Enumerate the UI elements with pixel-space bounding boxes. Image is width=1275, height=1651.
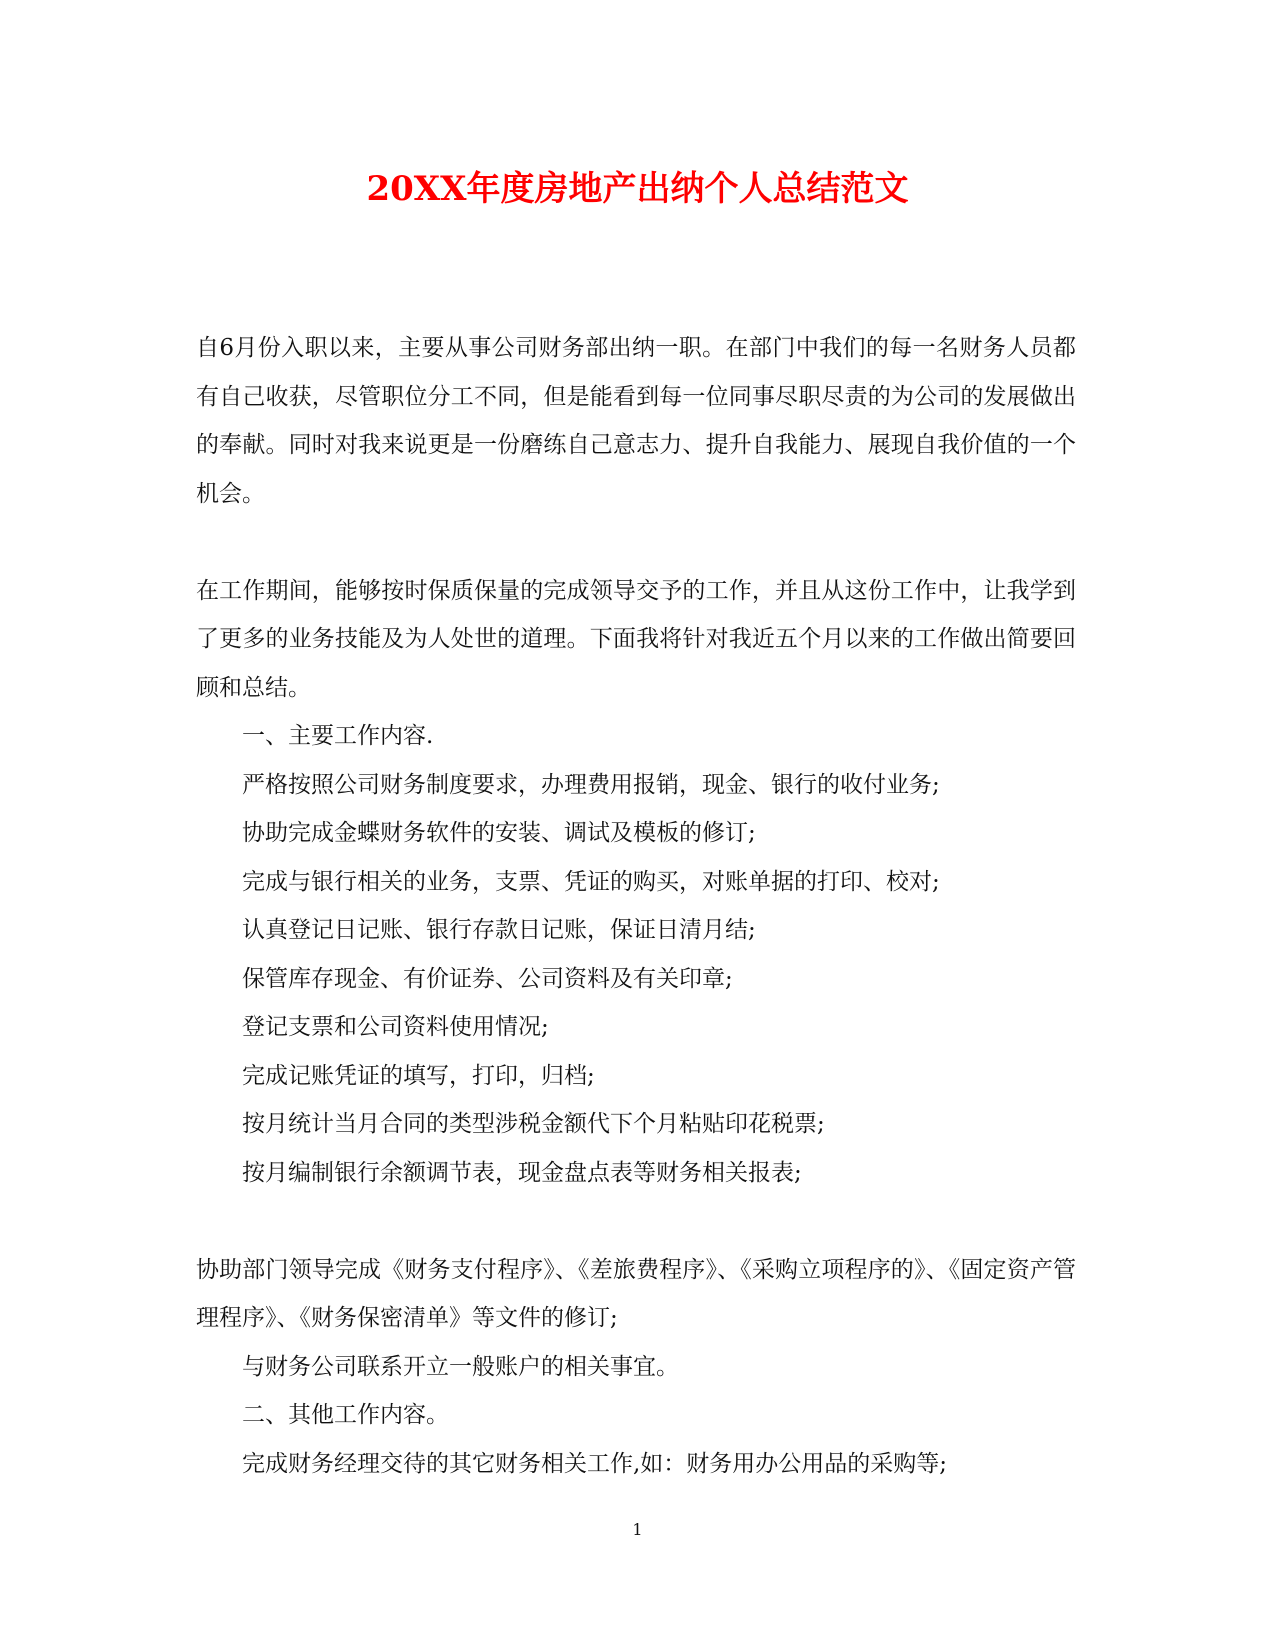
list-item: 认真登记日记账、银行存款日记账，保证日清月结; xyxy=(242,917,756,943)
list-item: 协助完成金蝶财务软件的安装、调试及模板的修订; xyxy=(242,820,756,846)
list-item: 登记支票和公司资料使用情况; xyxy=(242,1014,549,1040)
page-number: 1 xyxy=(632,1520,643,1539)
list-item: 保管库存现金、有价证券、公司资料及有关印章; xyxy=(242,965,733,992)
list-item: 严格按照公司财务制度要求，办理费用报销，现金、银行的收付业务; xyxy=(242,771,940,798)
section-heading-other-work: 二、其他工作内容。 xyxy=(242,1402,449,1428)
paragraph-work-period: 在工作期间，能够按时保质保量的完成领导交予的工作，并且从这份工作中，让我学到了更多的业务技能及为人处世的道理。下面我将针对我近五个月以来的工作做出简要回顾和总结。 xyxy=(196,577,1076,701)
document-body xyxy=(196,324,1076,1488)
list-item: 按月统计当月合同的类型涉税金额代下个月粘贴印花税票; xyxy=(242,1111,825,1137)
list-item: 按月编制银行余额调节表，现金盘点表等财务相关报表; xyxy=(242,1159,802,1186)
list-item: 完成财务经理交待的其它财务相关工作,如：财务用办公用品的采购等; xyxy=(242,1450,948,1477)
document-title: 20XX年度房地产出纳个人总结范文 xyxy=(366,169,909,209)
list-item: 与财务公司联系开立一般账户的相关事宜。 xyxy=(242,1353,679,1380)
list-item: 完成与银行相关的业务，支票、凭证的购买，对账单据的打印、校对; xyxy=(242,868,940,895)
section-heading-main-work: 一、主要工作内容. xyxy=(242,723,434,749)
list-item: 完成记账凭证的填写，打印，归档; xyxy=(242,1062,595,1089)
paragraph-document-revision: 协助部门领导完成《财务支付程序》、《差旅费程序》、《采购立项程序的》、《固定资产管理程序》、《财务保密清单》等文件的修订; xyxy=(196,1256,1076,1331)
paragraph-intro: 自6月份入职以来，主要从事公司财务部出纳一职。在部门中我们的每一名财务人员都有自己收获，尽管职位分工不同，但是能看到每一位同事尽职尽责的为公司的发展做出的奉献。同时对我来说更是一份磨练自己意志力、提升自我能力、展现自我价值的一个机会。 xyxy=(196,335,1076,507)
